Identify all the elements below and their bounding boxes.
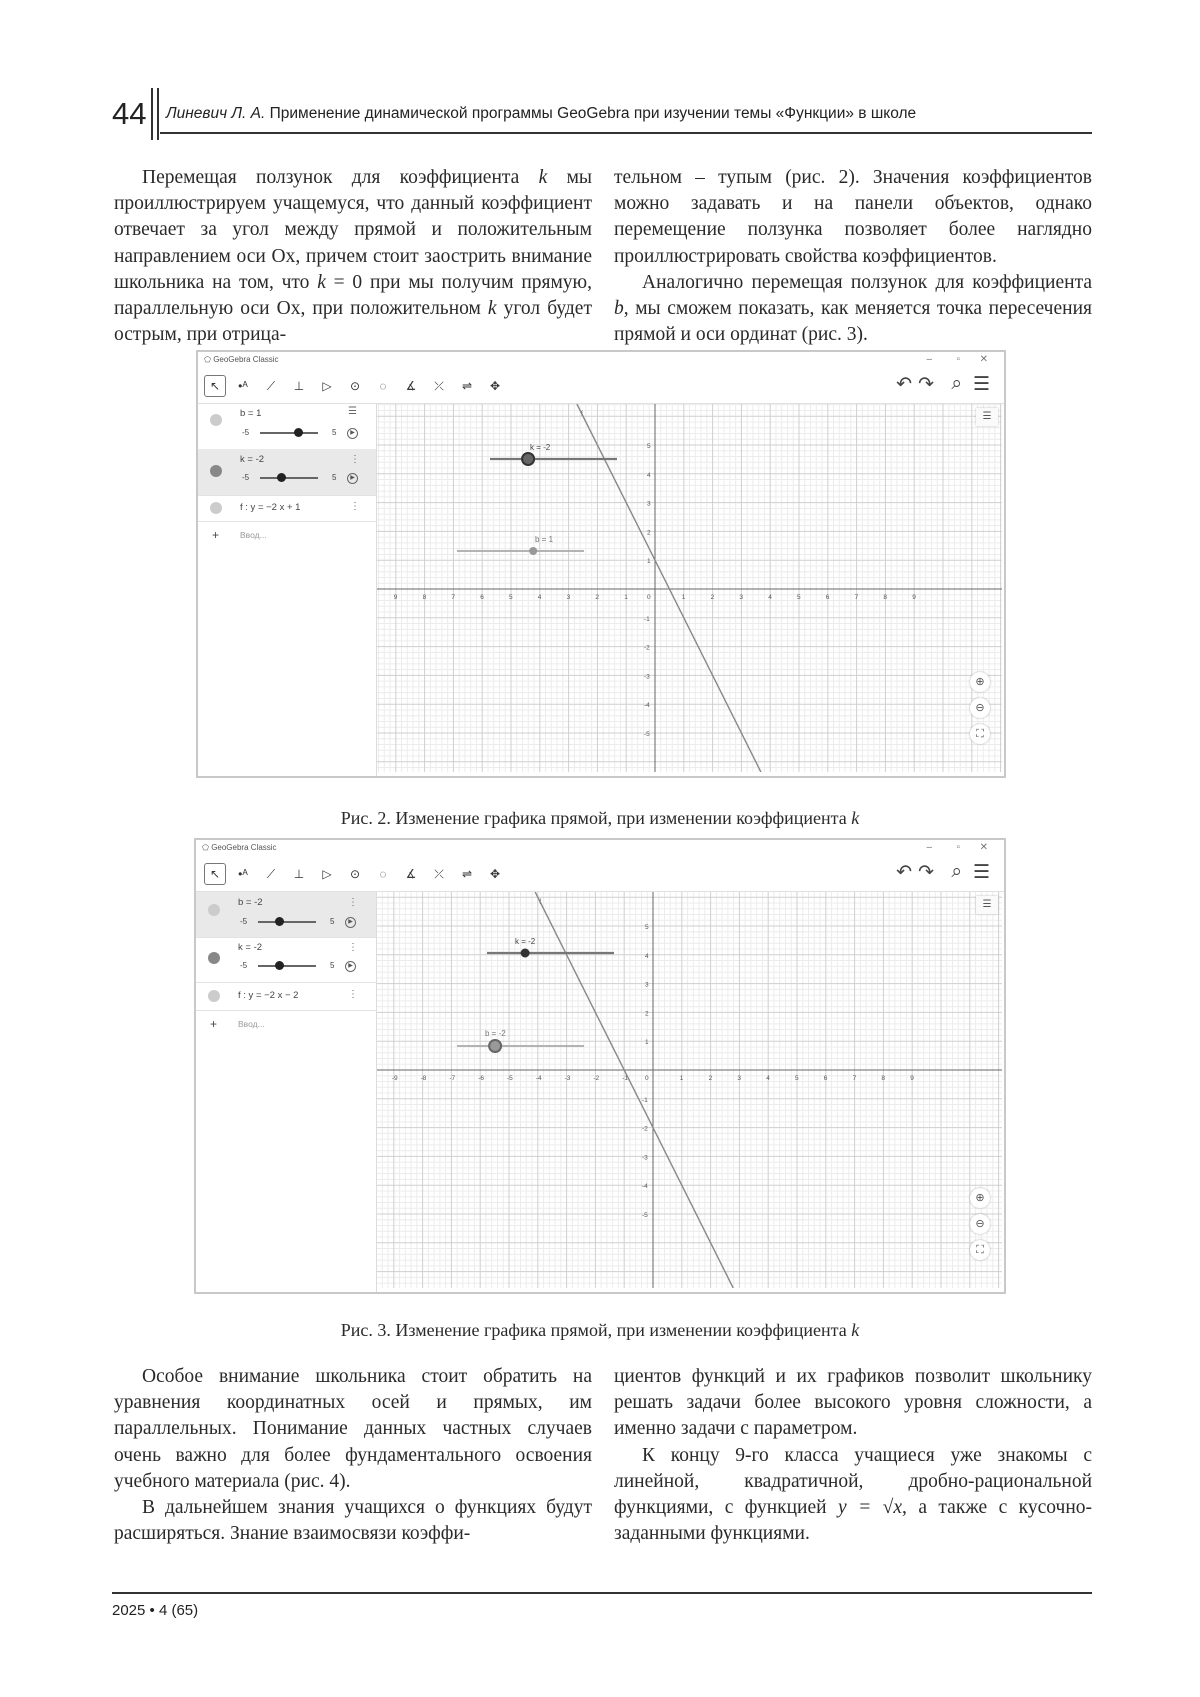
play-icon[interactable]: ▶: [347, 428, 358, 439]
fullscreen-icon[interactable]: ⛶: [970, 1240, 990, 1260]
move-view-tool-icon[interactable]: ✥: [489, 867, 501, 881]
slider-knob[interactable]: [277, 473, 286, 482]
visibility-toggle-icon[interactable]: [208, 990, 220, 1002]
style-bar-toggle-icon[interactable]: ☰: [976, 408, 998, 426]
algebra-row-f[interactable]: [198, 495, 376, 522]
more-icon[interactable]: ⋮: [348, 942, 358, 953]
x-tick-label: 4: [766, 1075, 770, 1082]
b-slider-knob[interactable]: [489, 1040, 501, 1052]
issue-info: 2025 • 4 (65): [112, 1602, 199, 1619]
x-tick-label: 0: [645, 1075, 649, 1082]
paragraph: Аналогично перемещая ползунок для коэффициента b, мы сможем показать, как меняется точка пересечения прямой и оси ординат (рис. 3).: [614, 271, 1092, 346]
more-icon[interactable]: ⋮: [350, 501, 360, 512]
y-tick-label: 2: [647, 529, 651, 537]
add-icon[interactable]: +: [212, 528, 220, 542]
search-icon[interactable]: ⌕: [951, 861, 962, 882]
minimize-button[interactable]: –: [926, 842, 932, 853]
definition-k[interactable]: k = -2: [238, 942, 263, 953]
y-tick-label: -3: [644, 673, 650, 681]
move-tool-icon[interactable]: ↖: [204, 863, 226, 885]
y-tick-label: 4: [647, 471, 651, 479]
x-tick-label: 7: [852, 1075, 857, 1082]
sort-icon[interactable]: ☰: [348, 406, 357, 417]
circle3-tool-icon[interactable]: ◌: [379, 379, 387, 393]
y-tick-label: -1: [642, 1096, 648, 1104]
menu-icon[interactable]: ☰: [972, 862, 990, 883]
maximize-button[interactable]: ▫: [956, 354, 960, 365]
window-title: ⬠ GeoGebra Classic: [202, 843, 277, 852]
coordinate-grid[interactable]: [377, 892, 1002, 1288]
x-tick-label: 1: [679, 1075, 684, 1082]
algebra-row-b[interactable]: [196, 892, 376, 938]
y-tick-label: 3: [645, 981, 649, 989]
x-tick-label: 2: [595, 594, 600, 601]
y-tick-label: -2: [644, 644, 650, 652]
definition-b[interactable]: b = 1: [240, 408, 262, 419]
paragraph: тельном – тупым (рис. 2). Значения коэффициентов можно задавать и на панели объектов, однако перемещение ползунка позволяет более наглядно проиллюстрировать свойства коэффициентов.: [614, 167, 1092, 267]
redo-icon[interactable]: ↷: [918, 862, 934, 883]
slider-min: -5: [242, 473, 250, 482]
line-label: f: [580, 411, 583, 418]
graphics-view[interactable]: [377, 892, 1004, 1292]
figure-caption-2: Рис. 2. Изменение графика прямой, при изменении коэффициента k: [340, 808, 860, 828]
y-tick-label: -1: [644, 615, 650, 623]
x-tick-label: -2: [593, 1075, 600, 1082]
x-tick-label: -4: [535, 1075, 542, 1082]
x-tick-label: 3: [566, 594, 571, 601]
input-placeholder[interactable]: Ввод...: [240, 530, 267, 540]
definition-k[interactable]: k = -2: [240, 454, 265, 465]
polygon-tool-icon[interactable]: ▷: [322, 379, 332, 393]
x-tick-label: 6: [480, 594, 484, 601]
line-tool-icon[interactable]: ⟋: [266, 379, 276, 393]
line-f[interactable]: [535, 892, 733, 1288]
x-tick-label: 8: [881, 1075, 886, 1082]
page-number: 44: [112, 96, 147, 131]
running-header: [166, 105, 916, 123]
circle-tool-icon[interactable]: ⊙: [349, 379, 361, 393]
visibility-toggle-icon[interactable]: [210, 502, 222, 514]
slider-max: 5: [332, 428, 337, 437]
header-rule: [160, 132, 1092, 134]
visibility-toggle-icon[interactable]: [210, 414, 222, 426]
algebra-row-k[interactable]: [196, 937, 376, 983]
y-tick-label: -2: [642, 1125, 648, 1133]
add-icon[interactable]: +: [210, 1017, 218, 1031]
y-tick-label: 5: [645, 924, 649, 931]
input-bar[interactable]: [196, 1010, 376, 1038]
y-tick-label: -3: [642, 1154, 648, 1162]
text-column-right-bottom: [614, 1364, 1092, 1547]
x-tick-label: -7: [449, 1075, 456, 1082]
x-tick-label: 5: [795, 1075, 799, 1082]
style-bar-toggle-icon[interactable]: ☰: [976, 896, 998, 914]
coordinate-grid[interactable]: [377, 404, 1002, 772]
x-tick-label: -6: [478, 1075, 484, 1082]
play-icon[interactable]: ▶: [345, 917, 356, 928]
header-divider: [151, 88, 153, 140]
undo-icon[interactable]: ↶: [896, 862, 912, 883]
slider-track[interactable]: [260, 477, 318, 479]
definition-b[interactable]: b = -2: [238, 897, 263, 908]
slider-max: 5: [330, 961, 335, 970]
move-view-tool-icon[interactable]: ✥: [489, 379, 501, 393]
x-tick-label: 9: [393, 594, 398, 601]
y-tick-label: -5: [642, 1212, 648, 1219]
visibility-toggle-icon[interactable]: [208, 904, 220, 916]
x-tick-label: 1: [681, 594, 686, 601]
y-tick-label: 2: [645, 1010, 649, 1018]
perpendicular-tool-icon[interactable]: ⊥: [293, 867, 305, 881]
x-tick-label: 9: [912, 594, 916, 601]
b-slider-label: b = -2: [485, 1029, 506, 1038]
b-slider-label: b = 1: [535, 535, 554, 544]
geogebra-window-fig3: [194, 838, 1006, 1294]
slider-max: 5: [330, 917, 335, 926]
header-title: Применение динамической программы GeoGebra при изучении темы «Функции» в школе: [269, 105, 917, 122]
close-button[interactable]: ✕: [979, 842, 988, 853]
x-tick-label: 8: [422, 594, 427, 601]
close-button[interactable]: ✕: [979, 354, 988, 365]
y-tick-label: 1: [645, 1039, 649, 1047]
figure-caption-3: Рис. 3. Изменение графика прямой, при изменении коэффициента k: [340, 1320, 860, 1340]
k-slider-knob[interactable]: [521, 949, 530, 958]
slider-track[interactable]: [258, 921, 316, 923]
definition-f[interactable]: f : y = −2 x + 1: [240, 502, 301, 513]
slider-max: 5: [332, 473, 337, 482]
algebra-row-k[interactable]: [198, 449, 376, 496]
zoom-out-icon[interactable]: ⊖: [970, 698, 990, 718]
visibility-toggle-icon[interactable]: [208, 952, 220, 964]
y-tick-label: -4: [644, 702, 650, 710]
x-tick-label: 4: [768, 594, 772, 601]
header-divider: [157, 88, 159, 140]
paragraph: Перемещая ползунок для коэффициента k мы проиллюстрируем учащемуся, что данный коэффициент отвечает за угол между прямой и положительным направлением оси Ox, причем стоит заострить внимание школьника на том, что k = 0 при мы получим прямую, параллельную оси Ox, при положительном k угол будет острым, при отрица-: [114, 167, 593, 346]
x-tick-label: -3: [564, 1075, 571, 1082]
search-icon[interactable]: ⌕: [951, 373, 962, 394]
slider-track[interactable]: [260, 432, 318, 434]
more-icon[interactable]: ⋮: [348, 897, 358, 908]
x-tick-label: 1: [624, 594, 628, 601]
slider-min: -5: [242, 428, 250, 437]
zoom-out-icon[interactable]: ⊖: [970, 1214, 990, 1234]
point-tool-icon[interactable]: •ᴬ: [238, 867, 248, 881]
x-tick-label: 0: [647, 594, 651, 601]
k-slider-knob[interactable]: [522, 453, 534, 465]
y-tick-label: -4: [642, 1183, 648, 1191]
x-tick-label: -9: [391, 1075, 398, 1082]
x-tick-label: -1: [622, 1075, 628, 1082]
paragraph: К концу 9-го класса учащиеся уже знакомы с линейной, квадратичной, дробно-рациональной функциями, с функцией y = √x, а также с кусочно-заданными функциями.: [614, 1444, 1093, 1545]
x-tick-label: 3: [739, 594, 744, 601]
geogebra-window-fig2: [196, 350, 1006, 778]
slider-knob[interactable]: [275, 917, 284, 926]
x-tick-label: 7: [451, 594, 456, 601]
k-slider-label: k = -2: [515, 937, 536, 946]
menu-icon[interactable]: ☰: [972, 374, 990, 395]
algebra-row-f[interactable]: [196, 982, 376, 1011]
slider-tool-icon[interactable]: ⇌: [461, 379, 473, 393]
x-tick-label: 2: [710, 594, 715, 601]
paragraph: циентов функций и их графиков позволит школьнику решать задачи более высокого уровня сложности, а именно задачи с параметром.: [614, 1366, 1092, 1440]
b-slider-knob[interactable]: [529, 547, 537, 555]
redo-icon[interactable]: ↷: [918, 374, 934, 395]
algebra-row-b[interactable]: [198, 404, 376, 450]
x-tick-label: 5: [509, 594, 513, 601]
slider-track[interactable]: [258, 965, 316, 967]
play-icon[interactable]: ▶: [345, 961, 356, 972]
zoom-in-icon[interactable]: ⊕: [970, 1188, 990, 1208]
x-tick-label: -5: [507, 1075, 513, 1082]
slider-knob[interactable]: [275, 961, 284, 970]
x-tick-label: 5: [797, 594, 801, 601]
circle3-tool-icon[interactable]: ◌: [379, 867, 387, 881]
k-slider-label: k = -2: [530, 443, 551, 452]
y-tick-label: 5: [647, 443, 651, 450]
move-tool-icon[interactable]: ↖: [204, 375, 226, 397]
undo-icon[interactable]: ↶: [896, 374, 912, 395]
footer-rule: [112, 1592, 1092, 1594]
text-column-left-top: [114, 165, 592, 348]
polygon-tool-icon[interactable]: ▷: [322, 867, 332, 881]
text-column-left-bottom: [114, 1364, 592, 1547]
x-tick-label: 6: [823, 1075, 828, 1082]
paragraph: Особое внимание школьника стоит обратить на уравнения координатных осей и прямых, им параллельных. Понимание данных частных случаев очень важно для более фундаментального освоения учебного материала (рис. 4).: [114, 1366, 592, 1492]
slider-min: -5: [240, 917, 248, 926]
input-bar[interactable]: [198, 521, 376, 549]
paragraph: В дальнейшем знания учащихся о функциях будут расширяться. Знание взаимосвязи коэффи-: [114, 1497, 592, 1545]
graphics-view[interactable]: [377, 404, 1004, 776]
line-label: f: [539, 899, 542, 906]
x-tick-label: 9: [910, 1075, 914, 1082]
input-placeholder[interactable]: Ввод...: [238, 1019, 265, 1029]
y-tick-label: -5: [644, 731, 650, 738]
x-tick-label: 3: [737, 1075, 742, 1082]
reflect-tool-icon[interactable]: ⤫: [434, 867, 444, 881]
x-tick-label: 8: [883, 594, 888, 601]
zoom-in-icon[interactable]: ⊕: [970, 672, 990, 692]
more-icon[interactable]: ⋮: [348, 989, 358, 1000]
line-tool-icon[interactable]: ⟋: [266, 867, 276, 881]
window-title: ⬠ GeoGebra Classic: [204, 355, 279, 364]
slider-min: -5: [240, 961, 248, 970]
circle-tool-icon[interactable]: ⊙: [349, 867, 361, 881]
algebra-view: [198, 404, 377, 776]
reflect-tool-icon[interactable]: ⤫: [434, 379, 444, 393]
x-tick-label: 7: [854, 594, 859, 601]
slider-tool-icon[interactable]: ⇌: [461, 867, 473, 881]
maximize-button[interactable]: ▫: [956, 842, 960, 853]
point-tool-icon[interactable]: •ᴬ: [238, 379, 248, 393]
perpendicular-tool-icon[interactable]: ⊥: [293, 379, 305, 393]
play-icon[interactable]: ▶: [347, 473, 358, 484]
minimize-button[interactable]: –: [926, 354, 932, 365]
x-tick-label: 6: [825, 594, 830, 601]
more-icon[interactable]: ⋮: [350, 454, 360, 465]
slider-knob[interactable]: [294, 428, 303, 437]
x-tick-label: -8: [420, 1075, 427, 1082]
angle-tool-icon[interactable]: ∡: [405, 867, 417, 881]
text-column-right-top: [614, 165, 1092, 348]
definition-f[interactable]: f : y = −2 x − 2: [238, 990, 299, 1001]
fullscreen-icon[interactable]: ⛶: [970, 724, 990, 744]
y-tick-label: 3: [647, 500, 651, 508]
y-tick-label: 1: [647, 558, 651, 566]
visibility-toggle-icon[interactable]: [210, 465, 222, 477]
y-tick-label: 4: [645, 952, 649, 960]
angle-tool-icon[interactable]: ∡: [405, 379, 417, 393]
algebra-view: [196, 892, 377, 1292]
header-author: Линевич Л. А.: [166, 105, 266, 122]
x-tick-label: 4: [537, 594, 542, 601]
x-tick-label: 2: [708, 1075, 713, 1082]
